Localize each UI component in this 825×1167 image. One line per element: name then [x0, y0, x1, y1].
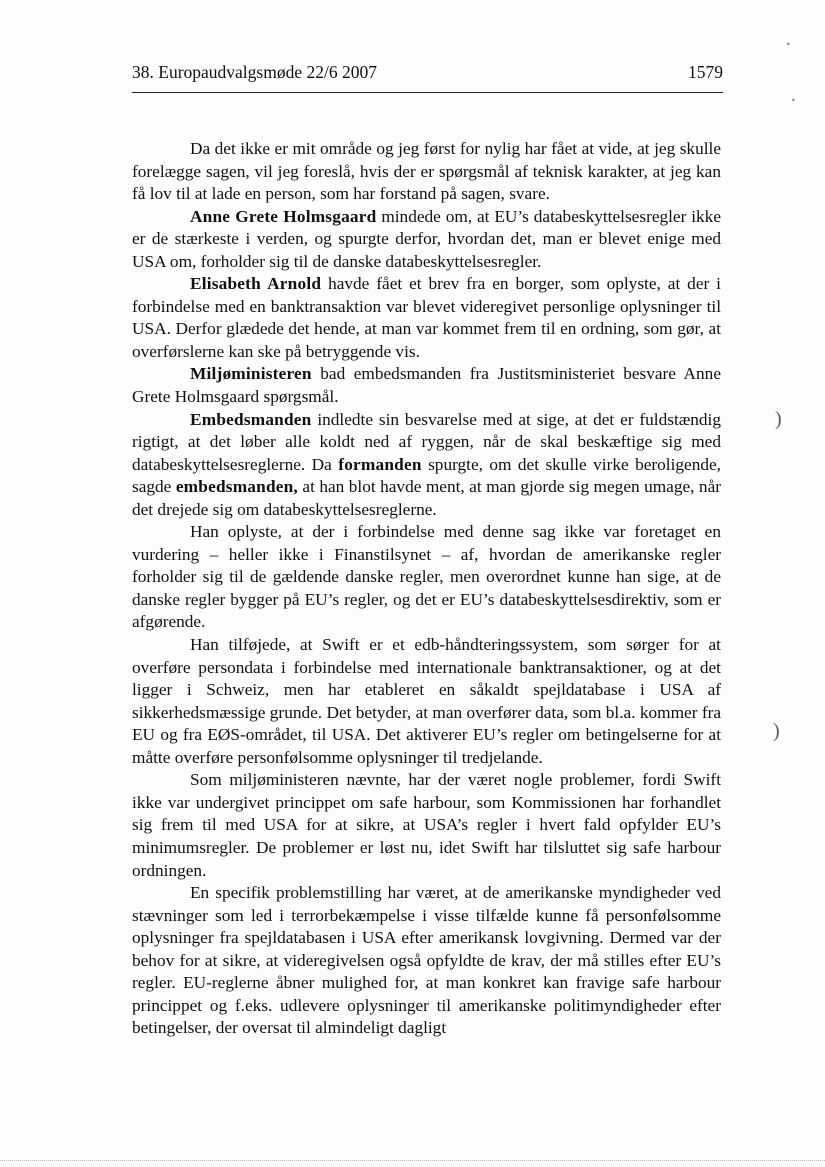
- speaker-name: Anne Grete Holmsgaard: [190, 206, 377, 226]
- speaker-name: embedsmanden,: [175, 477, 298, 497]
- paragraph-text: indledte sin besvarelse med at sige, at det er fuldstændig rigtigt, at det løber alle koldt ned af ryggen, når de skal beskæftige sig med databeskyttelsesreglerne. Da: [132, 409, 721, 474]
- paragraph: [132, 206, 721, 274]
- paragraph-text: Han tilføjede, at Swift er et edb-håndteringssystem, som sørger for at overføre persondata i forbindelse med internationale banktransaktioner, og at det ligger i Schweiz, men har etableret en såkaldt spejldatabase i USA af sikkerhedsmæssige grunde. Det betyder, at man overfører data, som bl.a. kommer fra EU og fra EØS-området, til USA. Det aktiverer EU’s regler om betingelserne for at måtte overføre personfølsomme oplysninger til tredjelande.: [132, 635, 721, 767]
- speaker-name: Embedsmanden: [190, 409, 312, 429]
- paragraph: [132, 521, 721, 634]
- paragraph: [132, 769, 721, 882]
- paragraph-text: mindede om, at EU’s databeskyttelsesregler ikke er de stærkeste i verden, og spurgte derfor, hvordan det, man er blevet enige med USA om, forholder sig til de danske databeskyttelsesregler.: [132, 206, 721, 271]
- scan-mark-paren: ): [775, 408, 782, 430]
- speaker-name: Miljøministeren: [190, 364, 312, 384]
- paragraph-text: bad embedsmanden fra Justitsministeriet besvare Anne Grete Holmsgaard spørgsmål.: [132, 364, 721, 407]
- body-text: [132, 138, 721, 1040]
- paragraph-text: Som miljøministeren nævnte, har der været nogle problemer, fordi Swift ikke var undergivet princippet om safe harbour, som Kommissionen har forhandlet sig frem til med USA for at sikre, at USA’s regler i hvert fald opfylder EU’s minimumsregler. De problemer er løst nu, idet Swift har tilsluttet sig safe harbour ordningen.: [132, 770, 721, 880]
- paragraph-text: Da det ikke er mit område og jeg først for nylig har fået at vide, at jeg skulle forelægge sagen, vil jeg foreslå, hvis der er spørgsmål af teknisk karakter, at jeg kan få lov til at lade en person, som har forstand på sagen, svare.: [132, 139, 721, 204]
- paragraph-text: Han oplyste, at der i forbindelse med denne sag ikke var foretaget en vurdering – heller ikke i Finanstilsynet – af, hvordan de amerikanske regler forholder sig til de gældende danske regler, men overordnet kunne han sige, at de danske regler bygger på EU’s regler, og det er EU’s databeskyttelsesdirektiv, som er afgørende.: [132, 522, 721, 632]
- paragraph: [132, 882, 721, 1040]
- scan-bottom-edge: [0, 1160, 825, 1161]
- paragraph: [132, 273, 721, 363]
- paragraph-text: havde fået et brev fra en borger, som oplyste, at der i forbindelse med en banktransaktion var blevet videregivet personlige oplysninger til USA. Derfor glædede det hende, at man var kommet frem til en ordning, som gør, at overførslerne kan ske på betryggende vis.: [132, 274, 721, 361]
- scan-mark-paren: ): [773, 720, 780, 742]
- header-title: 38. Europaudvalgsmøde 22/6 2007: [132, 62, 377, 82]
- header-divider: [132, 92, 723, 93]
- paragraph-text: En specifik problemstilling har været, at de amerikanske myndigheder ved stævninger som led i terrorbekæmpelse i visse tilfælde kunne få personfølsomme oplysninger fra spejldatabasen i USA efter amerikansk lovgivning. Dermed var der behov for at sikre, at videregivelsen også opfyldte de krav, der må stilles efter EU’s regler. EU-reglerne åbner mulighed for, at man konkret kan fravige safe harbour princippet og f.eks. udlevere oplysninger til amerikanske politimyndigheder efter betingelser, der oversat til almindeligt dagligt: [132, 883, 721, 1038]
- page-header: [132, 62, 723, 90]
- scan-mark-dot: •: [791, 96, 796, 105]
- scan-mark-dot: •: [786, 40, 791, 49]
- paragraph: [132, 409, 721, 522]
- speaker-name: formanden: [338, 454, 422, 474]
- paragraph: [132, 138, 721, 206]
- paragraph-text: at han blot havde ment, at man gjorde sig megen umage, når det drejede sig om databeskyttelsesreglerne.: [132, 477, 721, 519]
- paragraph: [132, 363, 721, 408]
- paragraph-text: spurgte, om det skulle virke beroligende, sagde: [132, 454, 721, 497]
- paragraph: [132, 634, 721, 769]
- page-number: 1579: [688, 62, 723, 82]
- speaker-name: Elisabeth Arnold: [190, 274, 322, 294]
